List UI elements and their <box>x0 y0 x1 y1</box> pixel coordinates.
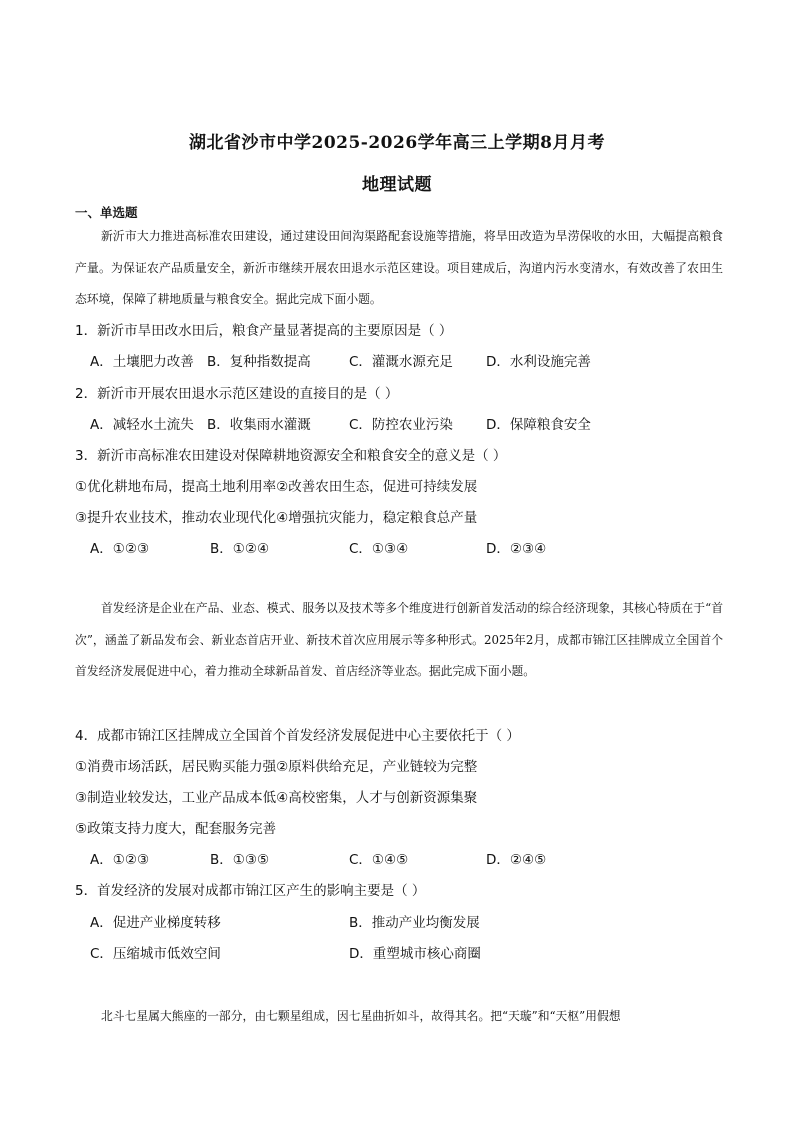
question-4-statement-row-3: ⑤政策支持力度大，配套服务完善 <box>75 821 277 837</box>
question-5-option-c[interactable]: C．压缩城市低效空间 <box>90 946 221 962</box>
question-4-stem: 4．成都市锦江区挂牌成立全国首个首发经济发展促进中心主要依托于（ ） <box>75 728 520 744</box>
question-3-stem: 3．新沂市高标准农田建设对保障耕地资源安全和粮食安全的意义是（ ） <box>75 448 507 464</box>
question-1-option-a[interactable]: A．土壤肥力改善 <box>90 354 194 370</box>
question-4-option-b[interactable]: B．①③⑤ <box>210 852 270 868</box>
question-2-option-a[interactable]: A．减轻水土流失 <box>90 417 194 433</box>
question-5-option-d[interactable]: D．重塑城市核心商圈 <box>349 946 481 962</box>
question-1-option-d[interactable]: D．水利设施完善 <box>486 354 591 370</box>
question-3-option-d[interactable]: D．②③④ <box>486 541 547 557</box>
question-1-option-b[interactable]: B．复种指数提高 <box>207 354 311 370</box>
question-2-option-b[interactable]: B．收集雨水灌溉 <box>207 417 311 433</box>
question-4-option-a[interactable]: A．①②③ <box>90 852 150 868</box>
exam-subtitle: 地理试题 <box>362 175 432 195</box>
question-3-statement-row-2: ③提升农业技术，推动农业现代化④增强抗灾能力，稳定粮食总产量 <box>75 510 478 526</box>
question-4-statement-row-2: ③制造业较发达，工业产品成本低④高校密集，人才与创新资源集聚 <box>75 790 478 806</box>
section-heading: 一、单选题 <box>75 205 138 220</box>
question-5-stem: 5．首发经济的发展对成都市锦江区产生的影响主要是（ ） <box>75 883 426 899</box>
question-3-option-c[interactable]: C．①③④ <box>349 541 409 557</box>
question-3-option-b[interactable]: B．①②④ <box>210 541 270 557</box>
question-4-statement-row-1: ①消费市场活跃，居民购买能力强②原料供给充足，产业链较为完整 <box>75 759 478 775</box>
passage-big-dipper: 北斗七星属大熊座的一部分，由七颗星组成，因七星曲折如斗，故得其名。把“天璇”和“天枢”用假想 <box>100 1009 621 1023</box>
passage-premiere-economy: 首发经济是企业在产品、业态、模式、服务以及技术等多个维度进行创新首发活动的综合经济现象，其核心特质在于“首次”，涵盖了新品发布会、新业态首店开业、新技术首次应用展示等多种形式。2025年2月，成都市锦江区挂牌成立全国首个首发经济发展促进中心，着力推动全球新品首发、首店经济等业态。据此完成下面小题。 <box>75 601 723 678</box>
question-2-option-d[interactable]: D．保障粮食安全 <box>486 417 591 433</box>
question-5-option-a[interactable]: A．促进产业梯度转移 <box>90 915 221 931</box>
question-1-option-c[interactable]: C．灌溉水源充足 <box>349 354 453 370</box>
question-1-stem: 1．新沂市旱田改水田后，粮食产量显著提高的主要原因是（ ） <box>75 323 453 339</box>
question-3-statement-row-1: ①优化耕地布局，提高土地利用率②改善农田生态，促进可持续发展 <box>75 479 478 495</box>
exam-title: 湖北省沙市中学2025-2026学年高三上学期8月月考 <box>188 133 605 153</box>
question-4-option-d[interactable]: D．②④⑤ <box>486 852 547 868</box>
question-2-option-c[interactable]: C．防控农业污染 <box>349 417 453 433</box>
question-5-option-b[interactable]: B．推动产业均衡发展 <box>349 915 480 931</box>
passage-farmland: 新沂市大力推进高标准农田建设，通过建设田间沟渠路配套设施等措施，将旱田改造为旱涝保收的水田，大幅提高粮食产量。为保证农产品质量安全，新沂市继续开展农田退水示范区建设。项目建成后，沟道内污水变清水，有效改善了农田生态环境，保障了耕地质量与粮食安全。据此完成下面小题。 <box>75 229 723 306</box>
question-4-option-c[interactable]: C．①④⑤ <box>349 852 409 868</box>
question-2-stem: 2．新沂市开展农田退水示范区建设的直接目的是（ ） <box>75 386 399 402</box>
question-3-option-a[interactable]: A．①②③ <box>90 541 150 557</box>
